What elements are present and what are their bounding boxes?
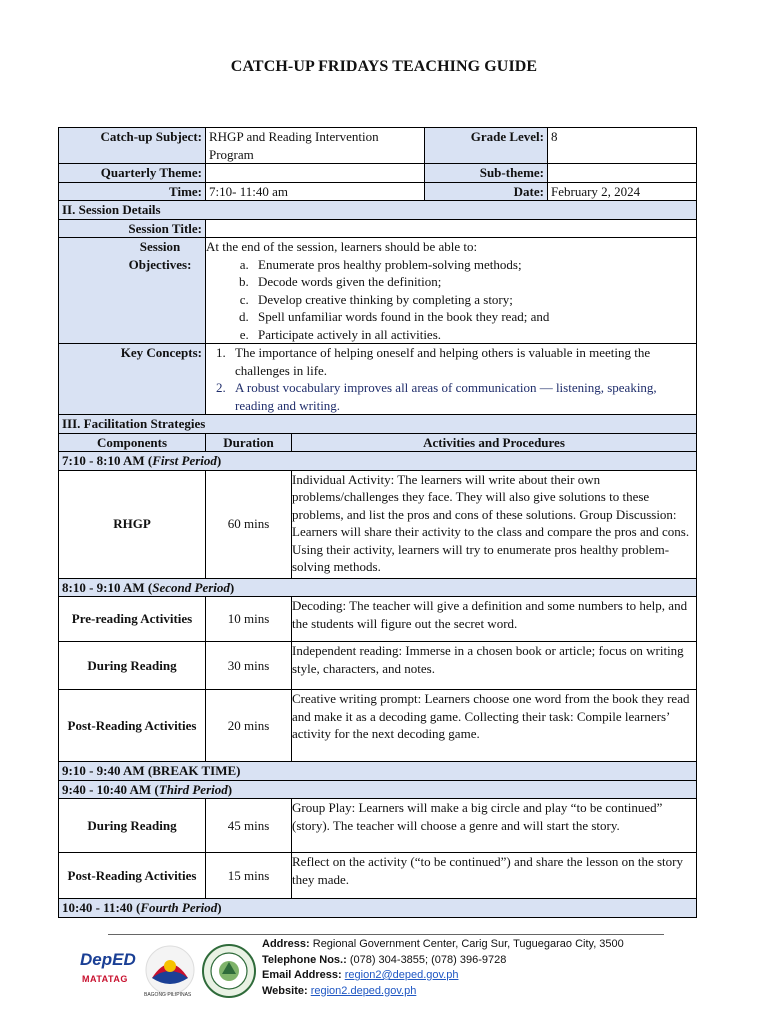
duration-header: Duration (206, 433, 292, 452)
email-label: Email Address: (262, 969, 342, 981)
objectives-label-line1: Session (139, 239, 181, 254)
objective-item: e. Participate actively in all activities. (252, 326, 693, 344)
session-objectives-label (59, 238, 206, 344)
footer-logos (80, 942, 260, 1002)
key-concepts-label: Key Concepts: (59, 344, 206, 415)
website-line (262, 984, 624, 1000)
email-link[interactable]: region2@deped.gov.ph (344, 969, 459, 981)
period-name: Fourth Period (140, 900, 218, 915)
address-line (262, 937, 624, 953)
grade-value: 8 (548, 128, 697, 164)
matatag-logo-text: MATATAG (82, 974, 128, 984)
period-break: 9:10 - 9:40 AM (BREAK TIME) (59, 762, 697, 781)
date-label: Date: (425, 182, 548, 201)
activity-cell: Decoding: The teacher will give a definition and some numbers to help, and the students will figure out the secret word. (292, 597, 697, 642)
period-third (59, 780, 697, 799)
duration-cell: 15 mins (206, 853, 292, 899)
objective-item: a. Enumerate pros healthy problem-solving methods; (252, 256, 693, 274)
period-close: ) (216, 453, 222, 468)
page-title: CATCH-UP FRIDAYS TEACHING GUIDE (230, 58, 538, 75)
period-close: ) (229, 579, 235, 595)
footer-contact (262, 937, 624, 999)
component-cell: During Reading (59, 799, 206, 853)
activity-cell: Reflect on the activity (“to be continued”) and share the lesson on the story they made. (292, 853, 697, 899)
session-title-label: Session Title: (59, 219, 206, 238)
component-cell: RHGP (59, 470, 206, 578)
activity-cell: Group Play: Learners will make a big circle and play “to be continued” (story). The teacher will choose a genre and will start the story. (292, 799, 697, 853)
session-details-heading: II. Session Details (59, 201, 697, 220)
bagong-pilipinas-text: BAGONG PILIPINAS (144, 992, 192, 998)
date-value: February 2, 2024 (548, 182, 697, 201)
component-cell: Pre-reading Activities (59, 597, 206, 642)
deped-logo-text: DepED (80, 950, 136, 969)
objectives-intro: At the end of the session, learners should be able to: (206, 239, 478, 254)
phone-line (262, 953, 624, 969)
components-header: Components (59, 433, 206, 452)
duration-cell: 30 mins (206, 642, 292, 690)
activity-cell: Creative writing prompt: Learners choose one word from the book they read and make it as a decoding game. Collecting their task: Compile learners’ activity for the next decoding game. (292, 690, 697, 762)
key-concepts (206, 344, 697, 415)
teaching-guide-table (58, 127, 697, 918)
key-concepts-list (209, 344, 693, 414)
duration-cell: 45 mins (206, 799, 292, 853)
phone-value: (078) 304-3855; (078) 396-9728 (349, 953, 507, 966)
period-close: ) (217, 900, 222, 915)
key-concept-item: 1. The importance of helping oneself and helping others is valuable in meeting the challenges in life. (229, 344, 693, 379)
period-second (59, 578, 697, 597)
address-value: Regional Government Center, Carig Sur, Tuguegarao City, 3500 (312, 938, 624, 950)
period-name: Third Period (158, 781, 228, 797)
email-line (262, 968, 624, 984)
component-cell: Post-Reading Activities (59, 853, 206, 899)
objective-item: d. Spell unfamiliar words found in the book they read; and (252, 308, 693, 326)
session-objectives (206, 238, 697, 344)
time-label: Time: (59, 182, 206, 201)
time-value: 7:10- 11:40 am (206, 182, 425, 201)
period-fourth (59, 899, 697, 918)
period-name: First Period (152, 453, 217, 468)
objective-item: b. Decode words given the definition; (252, 273, 693, 291)
period-first (59, 452, 697, 471)
subtheme-label: Sub-theme: (425, 164, 548, 183)
component-cell: During Reading (59, 642, 206, 690)
website-label: Website: (262, 984, 308, 997)
period-time: 7:10 - 8:10 AM ( (62, 453, 153, 468)
quarterly-theme-value (206, 164, 425, 183)
duration-cell: 60 mins (206, 470, 292, 578)
period-time: 9:40 - 10:40 AM ( (62, 781, 159, 797)
activity-cell: Individual Activity: The learners will write about their own problems/challenges they face. They will also give solutions to these problems, and list the pros and cons of these solutions. Group Discussion: Learners will share their activity to the class and compare the pros and cons. Using their activity, learners will try to enumerate pros healthy problem-solving methods. (292, 470, 697, 578)
key-concept-item: 2. A robust vocabulary improves all areas of communication — listening, speaking, reading and writing. (229, 379, 693, 414)
regional-seal-logo (202, 944, 256, 998)
subject-label: Catch-up Subject: (59, 128, 206, 164)
objective-item: c. Develop creative thinking by completing a story; (252, 291, 693, 309)
activity-cell: Independent reading: Immerse in a chosen book or article; focus on writing style, characters, and notes. (292, 642, 697, 690)
grade-label: Grade Level: (425, 128, 548, 164)
footer-divider (108, 934, 664, 935)
subtheme-value (548, 164, 697, 183)
period-name: Second Period (152, 579, 230, 595)
duration-cell: 10 mins (206, 597, 292, 642)
component-cell: Post-Reading Activities (59, 690, 206, 762)
address-label: Address: (262, 938, 310, 950)
period-time: 8:10 - 9:10 AM ( (62, 579, 153, 595)
activities-header: Activities and Procedures (292, 433, 697, 452)
session-title-value (206, 219, 697, 238)
website-link[interactable]: region2.deped.gov.ph (310, 984, 417, 997)
deped-logo (80, 942, 140, 1002)
facilitation-heading: III. Facilitation Strategies (59, 415, 697, 434)
subject-value: RHGP and Reading Intervention Program (206, 128, 425, 164)
phone-label: Telephone Nos.: (262, 953, 347, 966)
period-time: 10:40 - 11:40 ( (62, 900, 141, 915)
duration-cell: 20 mins (206, 690, 292, 762)
quarterly-theme-label: Quarterly Theme: (59, 164, 206, 183)
objectives-label-line2: Objectives: (128, 256, 192, 272)
objectives-list (206, 256, 693, 344)
period-close: ) (227, 781, 233, 797)
bagong-pilipinas-logo (144, 944, 196, 996)
